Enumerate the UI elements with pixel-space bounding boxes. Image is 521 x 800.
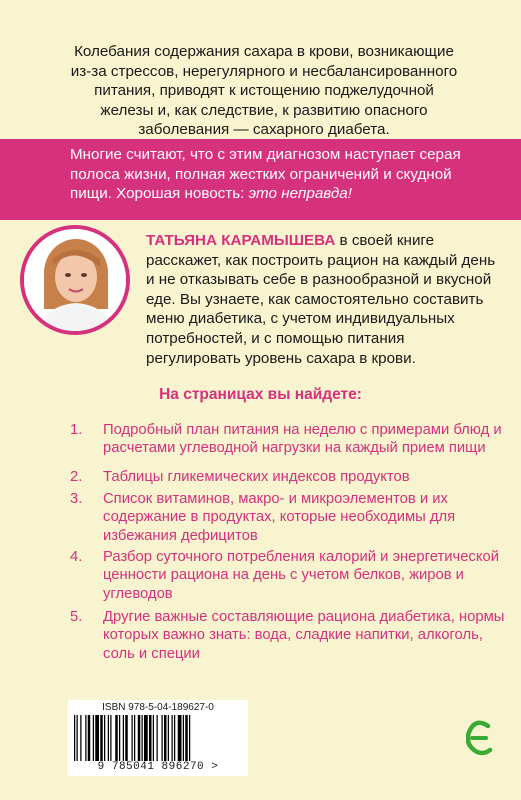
barcode-bar — [93, 715, 94, 761]
list-item-number: 2. — [70, 469, 83, 485]
barcode-bar — [172, 715, 173, 761]
barcode-bar — [125, 715, 128, 761]
list-item-text: Разбор суточного потребления калорий и энергетической ценности рациона на день с учетом белков, жиров и углеводов — [103, 549, 499, 602]
barcode-bar — [119, 715, 120, 761]
list-item-text: Другие важные составляющие рациона диабетика, нормы которых важно знать: вода, сладкие напитки, алкоголь, соль и специи — [103, 609, 505, 662]
list-item-text: Подробный план питания на неделю с примерами блюд и расчетами углеводной нагрузки на каждый прием пищи — [103, 422, 502, 457]
barcode-bar — [168, 715, 169, 761]
isbn-text: ISBN 978-5-04-189627-0 — [102, 702, 214, 713]
barcode-bar — [74, 715, 75, 761]
list-item-number: 1. — [70, 422, 83, 438]
barcode-bar — [132, 715, 133, 761]
author-name: ТАТЬЯНА КАРАМЫШЕВА — [146, 232, 336, 249]
barcode — [68, 700, 248, 776]
barcode-bar — [80, 715, 81, 761]
intro-paragraph: Колебания содержания сахара в крови, возникающие из-за стрессов, нерегулярного и несбалансированного питания, приводят к истощению поджелудочной железы и, как следствие, к развитию опасного заболевания — сахарного диабета. — [70, 43, 458, 139]
barcode-bar — [149, 715, 152, 761]
list-item-number: 4. — [70, 549, 83, 565]
barcode-bar — [123, 715, 124, 761]
list-item-number: 5. — [70, 609, 83, 625]
barcode-bar — [115, 715, 118, 761]
barcode-bar — [157, 715, 158, 761]
barcode-bar — [104, 715, 105, 761]
list-item-text: Таблицы гликемических индексов продуктов — [103, 469, 410, 485]
highlight-emphasis: это неправда! — [248, 185, 352, 203]
highlight-text-main: Многие считают, что с этим диагнозом наступает серая полоса жизни, полная жестких ограничений и скудной пищи. Хорошая новость: — [70, 146, 461, 203]
barcode-bar — [185, 715, 188, 761]
highlight-text — [70, 145, 470, 204]
author-text: в своей книге расскажет, как построить рацион на каждый день и не отказывать себе в разнообразной и вкусной еде. Вы узнаете, как самостоятельно составить меню диабетика, с учетом индивидуальных потребностей, и с помощью питания регулировать уровень сахара в крови. — [146, 232, 496, 367]
barcode-bar — [174, 715, 175, 761]
barcode-bar — [178, 715, 182, 761]
barcode-bar — [108, 715, 109, 761]
list-item-text: Список витаминов, макро- и микроэлементов и их содержание в продуктах, которые необходимы для избежания дефицитов — [103, 491, 456, 544]
author-portrait — [20, 225, 130, 335]
author-paragraph — [146, 231, 496, 368]
barcode-bar — [144, 715, 148, 761]
barcode-bar — [134, 715, 135, 761]
barcode-bar — [142, 715, 143, 761]
barcode-bar — [164, 715, 167, 761]
barcode-bar — [138, 715, 141, 761]
barcode-bar — [153, 715, 154, 761]
eksmo-logo-icon — [466, 720, 494, 756]
barcode-bar — [85, 715, 86, 761]
list-heading: На страницах вы найдете: — [159, 386, 362, 403]
list-item-number: 3. — [70, 491, 83, 507]
barcode-bar — [183, 715, 184, 761]
barcode-bar — [110, 715, 111, 761]
portrait-illustration — [24, 229, 126, 331]
barcode-bar — [100, 715, 103, 761]
barcode-bar — [88, 715, 91, 761]
barcode-bars — [74, 715, 242, 761]
barcode-bar — [189, 715, 190, 761]
barcode-digits: 9 785041 896270 > — [97, 761, 219, 773]
barcode-bar — [95, 715, 99, 761]
barcode-bar — [77, 715, 78, 761]
barcode-bar — [162, 715, 163, 761]
